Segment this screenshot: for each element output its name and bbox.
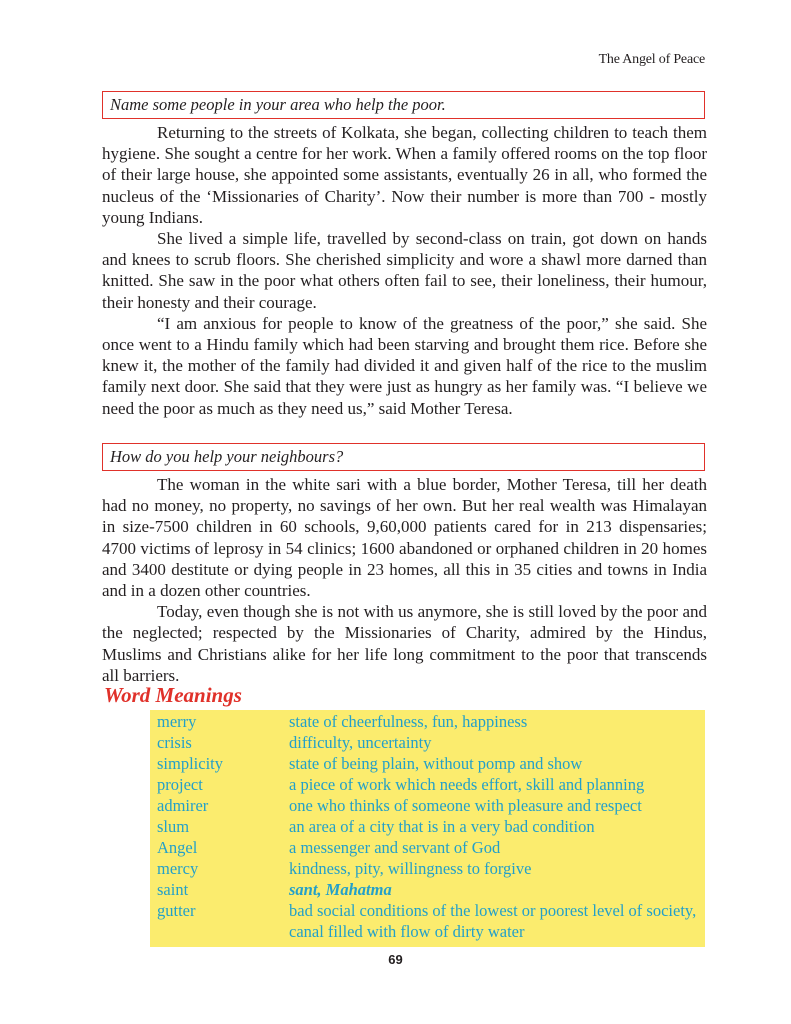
- meaning: kindness, pity, willingness to forgive: [289, 859, 532, 878]
- meaning: an area of a city that is in a very bad condition: [289, 817, 595, 836]
- text-section-1: [102, 122, 707, 419]
- paragraph: Today, even though she is not with us anymore, she is still loved by the poor and the neglected; respected by the Missionaries of Charity, admired by the Hindus, Muslims and Christians alike for her life long commitment to the poor that transcends all barriers.: [102, 602, 707, 685]
- word-meanings-title: Word Meanings: [104, 683, 242, 707]
- paragraph: Returning to the streets of Kolkata, she began, collecting children to teach them hygiene. She sought a centre for her work. When a family offered rooms on the top floor of their large house, she appointed some assistants, eventually 26 in all, who formed the nucleus of the ‘Missionaries of Charity’. Now their number is more than 700 - mostly young Indians.: [102, 123, 707, 227]
- meaning: difficulty, uncertainty: [289, 733, 432, 752]
- running-header: The Angel of Peace: [598, 52, 705, 67]
- paragraph: She lived a simple life, travelled by second-class on train, got down on hands and knees to scrub floors. She cherished simplicity and wore a shawl more darned than knitted. She saw in the poor what others often fail to see, their loneliness, their humour, their honesty and their courage.: [102, 229, 707, 312]
- paragraph: “I am anxious for people to know of the greatness of the poor,” she said. She once went to a Hindu family which had been starving and brought them rice. Before she knew it, the mother of the family had divided it and given half of the rice to the muslim family next door. She said that they were just as hungry as her family was. “I believe we need the poor as much as they need us,” said Mother Teresa.: [102, 313, 707, 418]
- question-box-2: How do you help your neighbours?: [102, 443, 705, 471]
- word: slum: [157, 817, 190, 836]
- page-number: 69: [388, 952, 403, 967]
- word: gutter: [157, 901, 196, 920]
- meaning: bad social conditions of the lowest or poorest level of society, canal filled with flow of dirty water: [289, 901, 697, 941]
- word: project: [157, 775, 203, 794]
- word: merry: [157, 712, 197, 731]
- question-box-1: Name some people in your area who help the poor.: [102, 91, 705, 119]
- meaning: a piece of work which needs effort, skill and planning: [289, 775, 645, 794]
- word-meanings-box: [150, 710, 705, 947]
- paragraph: The woman in the white sari with a blue border, Mother Teresa, till her death had no money, no property, no savings of her own. But her real wealth was Himalayan in size-7500 children in 60 schools, 9,60,000 patients cared for in 213 dispensaries; 4700 victims of leprosy in 54 clinics; 1600 abandoned or orphaned children in 20 homes and 3400 destitute or dying people in 23 homes, all this in 35 cities and towns in India and in a dozen other countries.: [102, 475, 707, 601]
- meaning: a messenger and servant of God: [289, 838, 501, 857]
- meaning: one who thinks of someone with pleasure and respect: [289, 796, 642, 815]
- meaning: state of cheerfulness, fun, happiness: [289, 712, 528, 731]
- meaning: state of being plain, without pomp and show: [289, 754, 583, 773]
- word: admirer: [157, 796, 209, 815]
- word: Angel: [157, 838, 198, 857]
- word: crisis: [157, 733, 192, 752]
- word: saint: [157, 880, 189, 899]
- meaning: sant, Mahatma: [289, 880, 392, 899]
- text-section-2: [102, 474, 707, 686]
- word: mercy: [157, 859, 199, 878]
- word: simplicity: [157, 754, 223, 773]
